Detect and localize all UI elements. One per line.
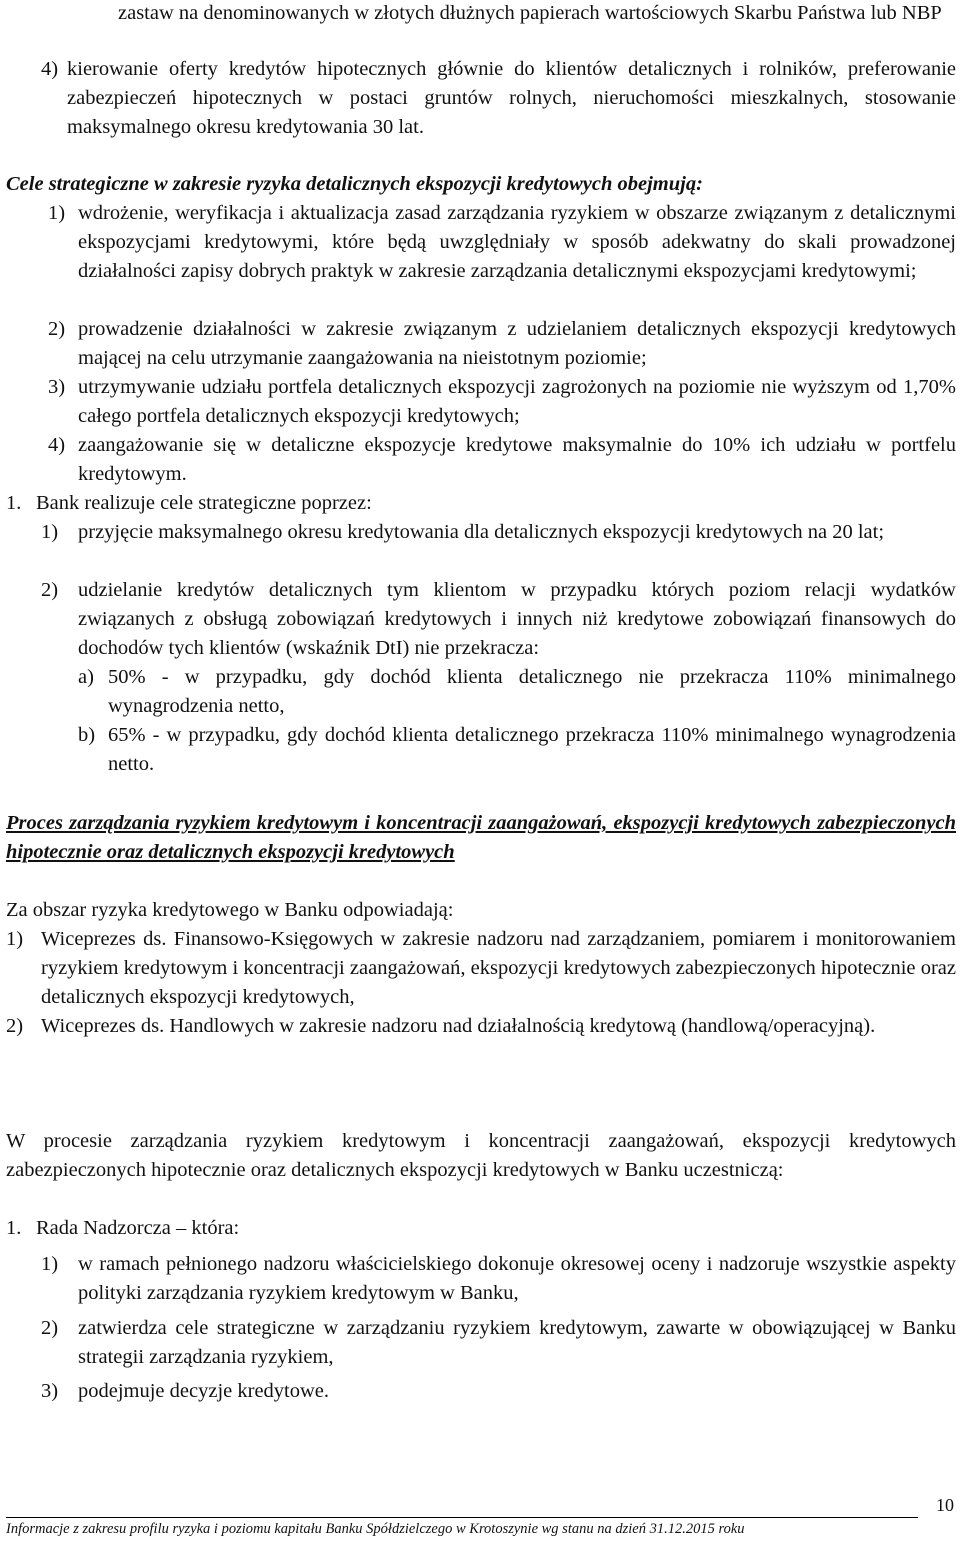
list-number: 4) bbox=[41, 58, 59, 80]
paragraph-number: 1. bbox=[6, 1217, 22, 1239]
list-text: w ramach pełnionego nadzoru właścicielskiego dokonuje okresowej oceny i nadzoruje wszystkie aspekty polityki zarządzania ryzykiem kredytowym w Banku, bbox=[78, 1253, 956, 1304]
list-number: 1) bbox=[48, 202, 66, 224]
list-text: Wiceprezes ds. Finansowo-Księgowych w zakresie nadzoru nad zarządzaniem, pomiarem i monitorowaniem ryzykiem kredytowym i koncentracji zaangażowań, ekspozycji kredytowych zabezpieczonych hipotecznie oraz detalicznych ekspozycji kredytowych, bbox=[41, 928, 956, 1008]
list-text: wdrożenie, weryfikacja i aktualizacja zasad zarządzania ryzykiem w obszarze związanym z detalicznymi ekspozycjami kredytowymi, które będą uwzględniały w sposób adekwatny do skali prowadzonej działalności zapisy dobrych praktyk w zakresie zarządzania detalicznymi ekspozycjami kredytowymi; bbox=[78, 202, 956, 282]
list-text: zaangażowanie się w detaliczne ekspozycje kredytowe maksymalnie do 10% ich udziału w portfelu kredytowym. bbox=[78, 434, 956, 485]
paragraph-number: 1. bbox=[6, 492, 22, 514]
footer-divider bbox=[6, 1517, 918, 1518]
list-text: udzielanie kredytów detalicznych tym klientom w przypadku których poziom relacji wydatków związanych z obsługą zobowiązań kredytowych i innych niż kredytowe zobowiązań finansowych do dochodów tych klientów (wskaźnik DtI) nie przekracza: bbox=[78, 579, 956, 659]
sub-list-text: 65% - w przypadku, gdy dochód klienta detalicznego przekracza 110% minimalnego wynagrodzenia netto. bbox=[108, 724, 956, 775]
footer-text: Informacje z zakresu profilu ryzyka i poziomu kapitału Banku Spółdzielczego w Krotoszynie wg stanu na dzień 31.12.2015 roku bbox=[6, 1521, 745, 1537]
list-number: 2) bbox=[41, 579, 59, 601]
list-number: 1) bbox=[41, 1253, 59, 1275]
list-text: prowadzenie działalności w zakresie związanym z udzielaniem detalicznych ekspozycji kredytowych mającej na celu utrzymanie zaangażowania na nieistotnym poziomie; bbox=[78, 318, 956, 369]
section-heading: Proces zarządzania ryzykiem kredytowym i koncentracji zaangażowań, ekspozycji kredytowych zabezpieczonych hipotecznie oraz detalicznych ekspozycji kredytowych bbox=[6, 812, 956, 863]
continued-paragraph: zastaw na denominowanych w złotych dłużnych papierach wartościowych Skarbu Państwa lub NBP bbox=[118, 2, 942, 24]
list-text: przyjęcie maksymalnego okresu kredytowania dla detalicznych ekspozycji kredytowych na 20 lat; bbox=[78, 521, 885, 543]
list-item bbox=[6, 1012, 956, 1041]
paragraph-text: Bank realizuje cele strategiczne poprzez: bbox=[36, 492, 372, 514]
list-number: 1) bbox=[41, 521, 59, 543]
sub-list-item bbox=[78, 721, 956, 779]
numbered-paragraph bbox=[6, 1214, 956, 1243]
sub-list-letter: a) bbox=[78, 666, 94, 688]
list-number: 2) bbox=[48, 318, 66, 340]
list-number: 2) bbox=[6, 1015, 24, 1037]
list-text: zatwierdza cele strategiczne w zarządzaniu ryzykiem kredytowym, zawarte w obowiązującej w Banku strategii zarządzania ryzykiem, bbox=[78, 1317, 956, 1368]
list-text: Wiceprezes ds. Handlowych w zakresie nadzoru nad działalnością kredytową (handlową/operacyjną). bbox=[41, 1015, 876, 1037]
sub-list-text: 50% - w przypadku, gdy dochód klienta detalicznego nie przekracza 110% minimalnego wynagrodzenia netto, bbox=[108, 666, 956, 717]
list-item bbox=[48, 431, 956, 489]
paragraph-text: Rada Nadzorcza – która: bbox=[36, 1217, 240, 1239]
sub-list-item bbox=[78, 663, 956, 721]
list-number: 3) bbox=[41, 1380, 59, 1402]
list-text: utrzymywanie udziału portfela detalicznych ekspozycji zagrożonych na poziomie nie wyższym od 1,70% całego portfela detalicznych ekspozycji kredytowych; bbox=[78, 376, 956, 427]
section-heading: Cele strategiczne w zakresie ryzyka detalicznych ekspozycji kredytowych obejmują: bbox=[6, 173, 703, 195]
list-item bbox=[41, 1377, 956, 1406]
list-item bbox=[41, 1250, 956, 1308]
list-text: podejmuje decyzje kredytowe. bbox=[78, 1380, 330, 1402]
list-item bbox=[48, 199, 956, 286]
list-item bbox=[48, 315, 956, 373]
list-item bbox=[41, 576, 956, 663]
list-item bbox=[41, 55, 956, 142]
page-number: 10 bbox=[936, 1495, 954, 1515]
sub-list-letter: b) bbox=[78, 724, 96, 746]
list-item bbox=[41, 1314, 956, 1372]
list-item bbox=[41, 518, 956, 547]
list-text: kierowanie oferty kredytów hipotecznych głównie do klientów detalicznych i rolników, preferowanie zabezpieczeń hipotecznych w postaci gruntów rolnych, nieruchomości mieszkalnych, stosowanie maksymalnego okresu kredytowania 30 lat. bbox=[67, 58, 956, 138]
paragraph: W procesie zarządzania ryzykiem kredytowym i koncentracji zaangażowań, ekspozycji kredytowych zabezpieczonych hipotecznie oraz detalicznych ekspozycji kredytowych w Banku uczestniczą: bbox=[6, 1130, 956, 1181]
list-item bbox=[48, 373, 956, 431]
list-item bbox=[6, 925, 956, 1012]
list-number: 4) bbox=[48, 434, 66, 456]
paragraph: Za obszar ryzyka kredytowego w Banku odpowiadają: bbox=[6, 899, 454, 921]
list-number: 3) bbox=[48, 376, 66, 398]
numbered-paragraph bbox=[6, 489, 956, 518]
list-number: 2) bbox=[41, 1317, 59, 1339]
list-number: 1) bbox=[6, 928, 24, 950]
